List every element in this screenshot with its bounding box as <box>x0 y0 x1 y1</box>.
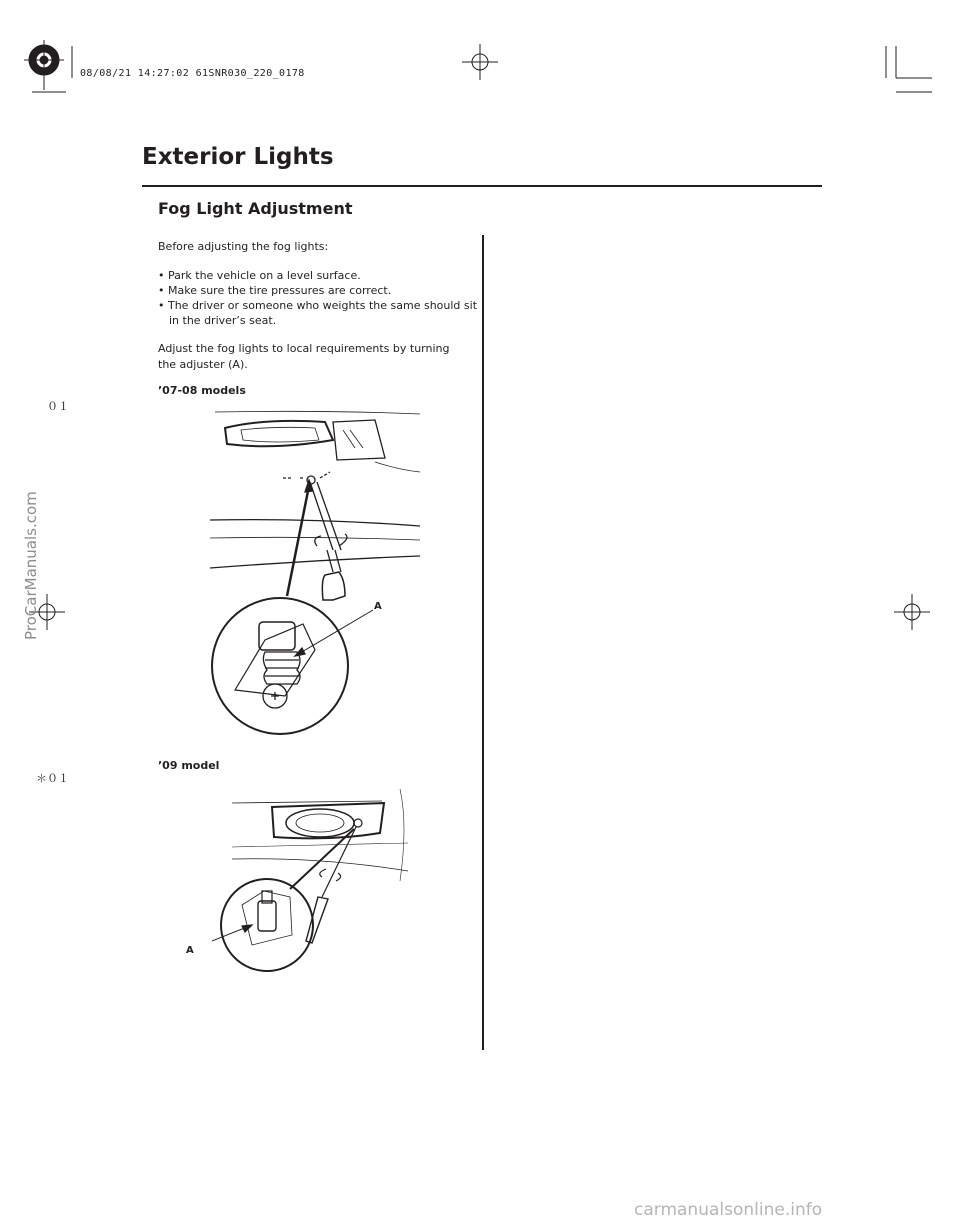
fog-light-illustration-09 <box>212 785 412 975</box>
instruction-text: Adjust the fog lights to local requirements by turning the adjuster (A). <box>158 342 450 371</box>
column-divider <box>482 235 484 1050</box>
title-rule <box>142 185 822 187</box>
margin-mark: ０１ <box>47 400 69 413</box>
model-label-07-08: ’07-08 models <box>158 384 246 397</box>
intro-text: Before adjusting the fog lights: <box>158 240 329 253</box>
fog-light-illustration-07-08 <box>205 400 425 740</box>
margin-mark: ＊０１ <box>36 772 69 785</box>
model-label-09: ’09 model <box>158 759 220 772</box>
bullet-item: • Park the vehicle on a level surface. <box>158 269 361 282</box>
section-heading: Fog Light Adjustment <box>158 199 353 218</box>
print-stamp: 08/08/21 14:27:02 61SNR030_220_0178 <box>80 68 305 79</box>
side-target-right <box>894 594 930 630</box>
bullet-item: • Make sure the tire pressures are correct. <box>158 284 392 297</box>
watermark: ProCarManuals.com <box>22 491 40 640</box>
page-title: Exterior Lights <box>142 144 334 170</box>
callout-a: A <box>374 601 382 612</box>
footer-watermark: carmanualsonline.info <box>634 1200 823 1220</box>
center-target-top <box>462 44 498 80</box>
reg-target-top-left <box>24 40 64 90</box>
bullet-item: • The driver or someone who weights the same should sit in the driver’s seat. <box>158 299 478 327</box>
callout-a: A <box>186 945 194 956</box>
